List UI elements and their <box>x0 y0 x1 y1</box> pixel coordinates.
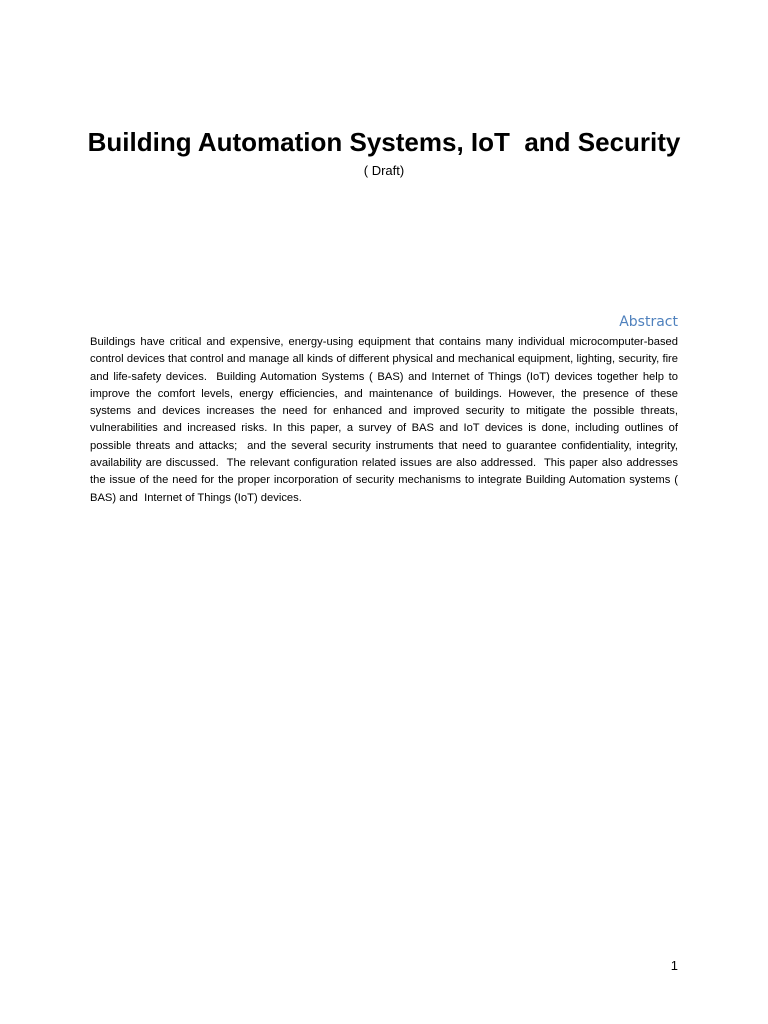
paper-subtitle: ( Draft) <box>363 163 405 178</box>
abstract-body: Buildings have critical and expensive, energy-using equipment that contains many individual microcomputer-based control devices that control and manage all kinds of different physical and mechanical equipment, lighting, security, fire and life-safety devices. Building Automation Systems ( BAS) and Internet of Things (IoT) devices together help to improve the comfort levels, energy efficiencies, and maintenance of buildings. However, the presence of these systems and devices increases the need for enhanced and improved security to mitigate the possible threats, vulnerabilities and increased risks. In this paper, a survey of BAS and IoT devices is done, including outlines of possible threats and attacks; and the several security instruments that need to guarantee confidentiality, integrity, availability are discussed. The relevant configuration related issues are also addressed. This paper also addresses the issue of the need for the proper incorporation of security mechanisms to integrate Building Automation systems ( BAS) and Internet of Things (IoT) devices. <box>90 336 682 504</box>
abstract-heading: Abstract <box>619 314 678 330</box>
paper-title: Building Automation Systems, IoT and Security <box>87 127 681 157</box>
page-number: 1 <box>670 958 678 973</box>
